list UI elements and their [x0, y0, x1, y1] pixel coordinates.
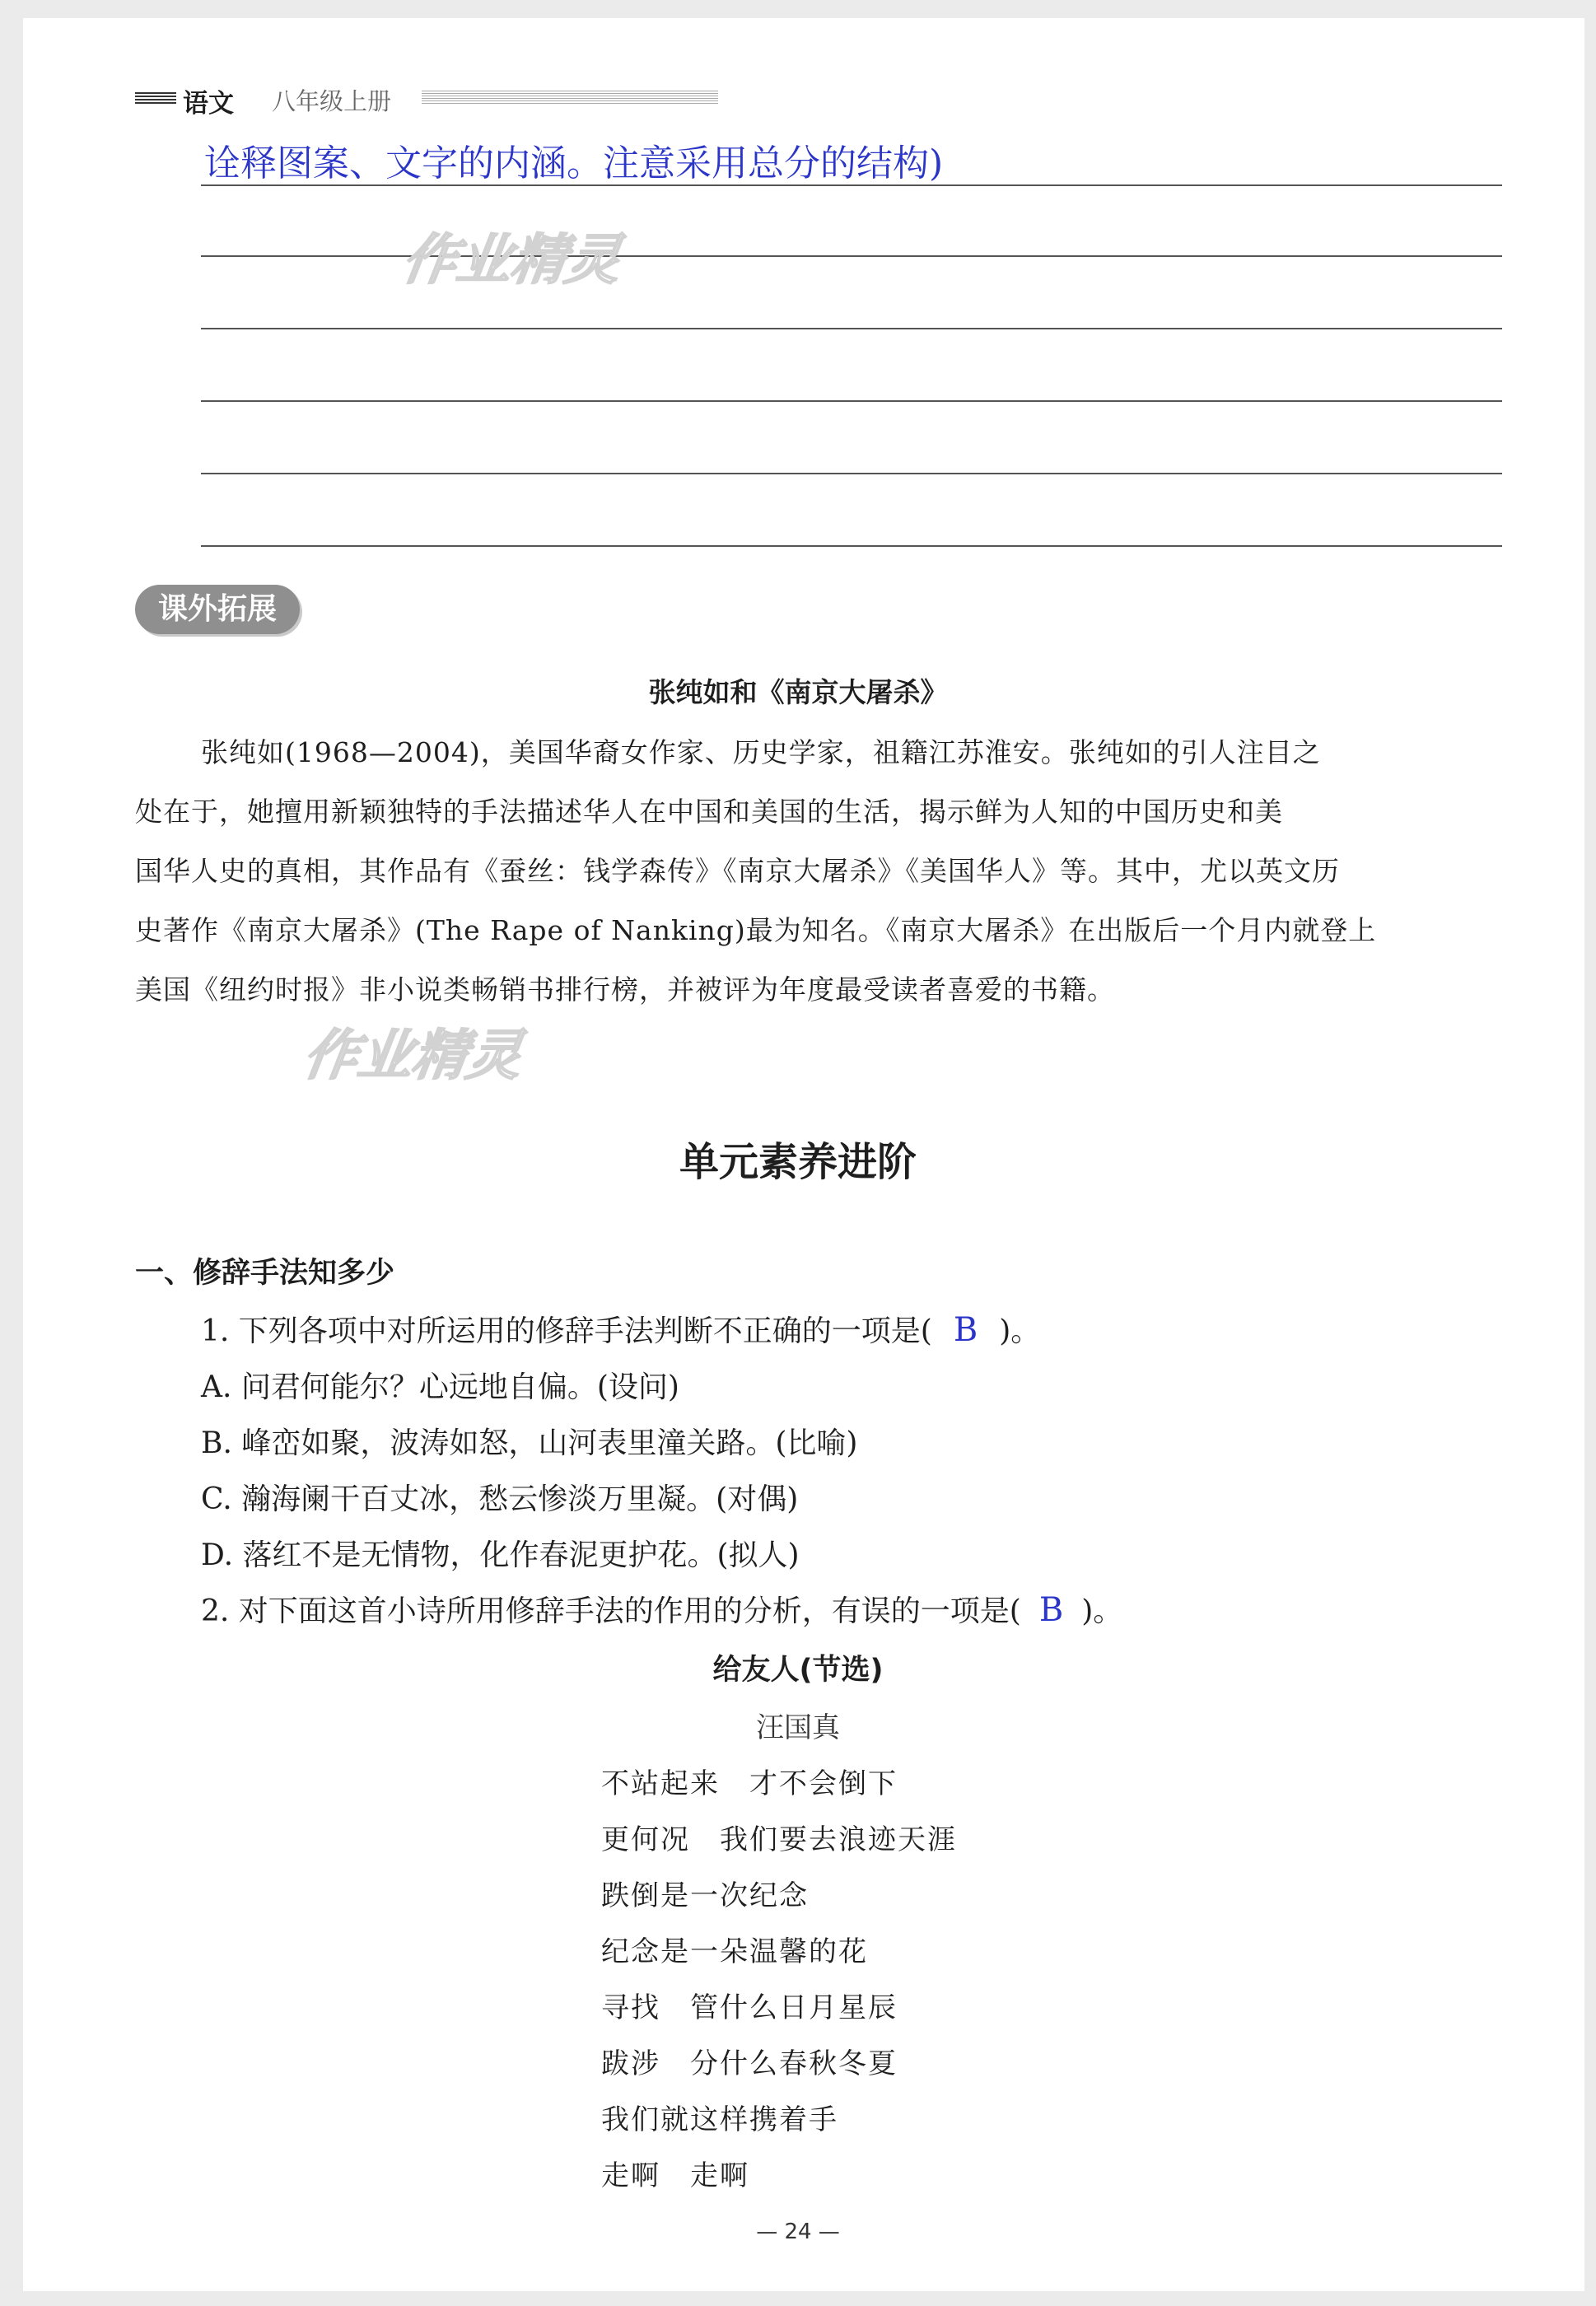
- writing-line: [201, 473, 1502, 474]
- poem-line: 跌倒是一次纪念: [601, 1879, 809, 1912]
- question-1-stem-text: 1. 下列各项中对所运用的修辞手法判断不正确的一项是(: [201, 1314, 932, 1348]
- poem-title: 给友人(节选): [712, 1654, 884, 1687]
- poem-line: 寻找 管什么日月星辰: [601, 1991, 898, 2024]
- watermark-2: 作业精灵: [299, 1024, 526, 1087]
- poem-line: 不站起来 才不会倒下: [601, 1767, 898, 1800]
- question-1-option-d: D. 落红不是无情物，化作春泥更护花。(拟人): [201, 1538, 800, 1572]
- section-badge: 课外拓展: [135, 585, 300, 634]
- question-2-stem: [201, 1588, 1122, 1630]
- writing-line: [201, 255, 1502, 257]
- article-line: 史著作《南京大屠杀》(The Rape of Nanking)最为知名。《南京大屠杀》在出版后一个月内就登上: [135, 914, 1377, 946]
- question-1-option-b: B. 峰峦如聚，波涛如怒，山河表里潼关路。(比喻): [201, 1426, 858, 1460]
- question-1-stem-end: )。: [999, 1314, 1041, 1348]
- poem-line: 我们就这样携着手: [601, 2103, 838, 2136]
- header-grade: 八年级上册: [272, 87, 392, 115]
- writing-line: [201, 400, 1502, 402]
- writing-line: [201, 184, 1502, 186]
- header-subject: 语文: [183, 89, 234, 119]
- question-1-option-c: C. 瀚海阑干百丈冰，愁云惨淡万里凝。(对偶): [201, 1482, 799, 1516]
- header-bar-ornament: [135, 92, 176, 104]
- header-hatch-ornament: [422, 91, 718, 104]
- article-line: 张纯如(1968—2004)，美国华裔女作家、历史学家，祖籍江苏淮安。张纯如的引人注目之: [201, 736, 1321, 768]
- question-1-option-a: A. 问君何能尔？心远地自偏。(设问): [201, 1370, 679, 1404]
- watermark: 作业精灵: [398, 228, 625, 292]
- poem-line: 走啊 走啊: [601, 2159, 749, 2192]
- article-line: 国华人史的真相，其作品有《蚕丝：钱学森传》《南京大屠杀》《美国华人》等。其中，尤以英文历: [135, 855, 1340, 887]
- question-1-answer: B: [953, 1311, 978, 1349]
- poem-author: 汪国真: [756, 1711, 840, 1744]
- answer-text: 诠释图案、文字的内涵。注意采用总分的结构): [204, 142, 944, 184]
- article-line: 美国《纽约时报》非小说类畅销书排行榜，并被评为年度最受读者喜爱的书籍。: [135, 973, 1115, 1006]
- question-1-stem: [201, 1308, 1040, 1350]
- writing-line: [201, 328, 1502, 329]
- poem-line: 更何况 我们要去浪迹天涯: [601, 1823, 957, 1856]
- article-line: 处在于，她擅用新颖独特的手法描述华人在中国和美国的生活，揭示鲜为人知的中国历史和美: [135, 796, 1283, 828]
- poem-line: 跋涉 分什么春秋冬夏: [601, 2047, 898, 2080]
- question-2-stem-text: 2. 对下面这首小诗所用修辞手法的作用的分析，有误的一项是(: [201, 1594, 1021, 1628]
- question-2-answer: B: [1038, 1591, 1064, 1629]
- unit-title: 单元素养进阶: [679, 1139, 917, 1185]
- article-title: 张纯如和《南京大屠杀》: [648, 676, 948, 708]
- writing-line: [201, 545, 1502, 547]
- page-number: — 24 —: [756, 2220, 840, 2244]
- poem-line: 纪念是一朵温馨的花: [601, 1935, 868, 1968]
- section-heading: 一、修辞手法知多少: [135, 1257, 395, 1290]
- question-2-stem-end: )。: [1081, 1594, 1123, 1628]
